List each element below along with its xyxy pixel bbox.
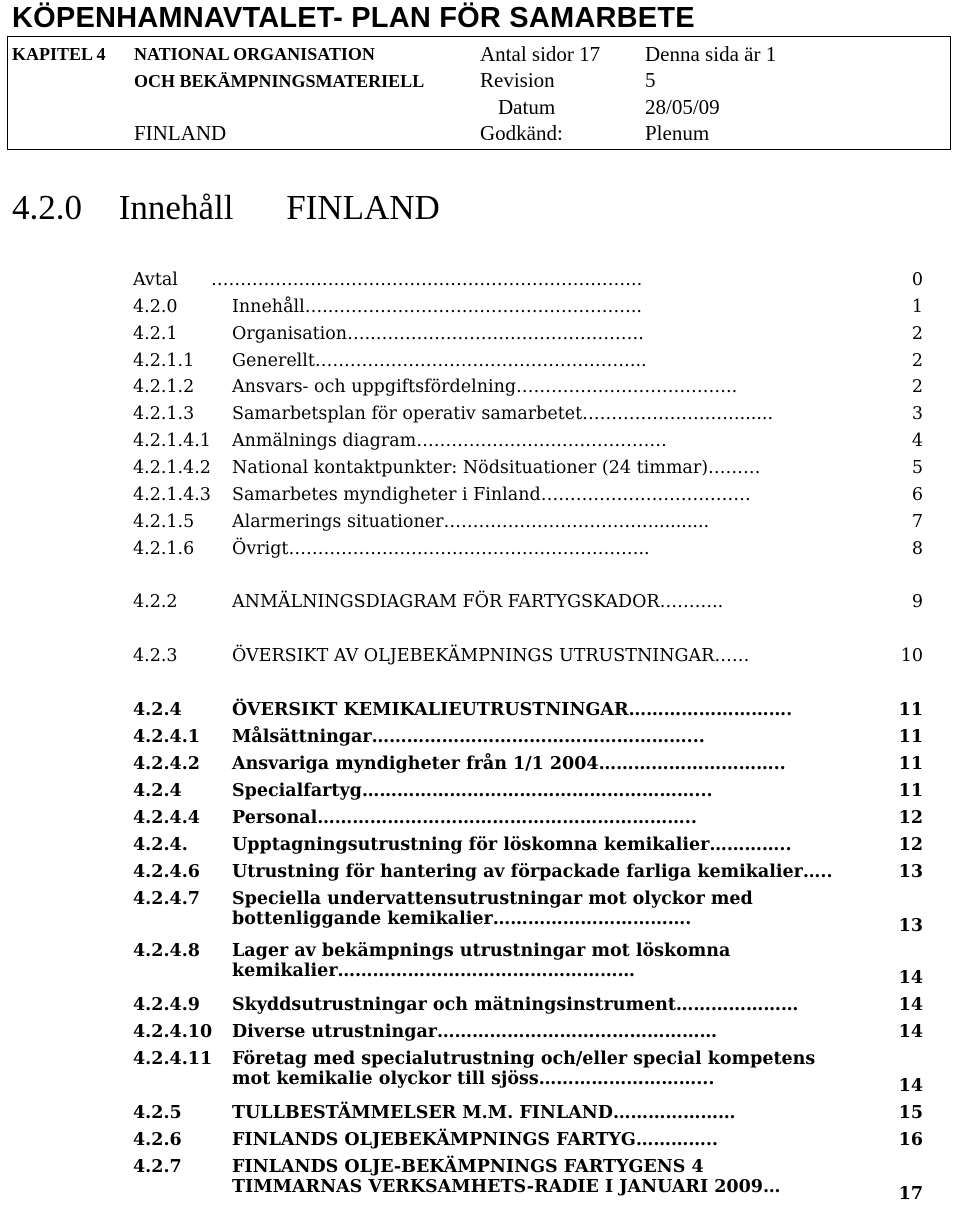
toc-entry-number: 4.2.0 (133, 297, 178, 317)
toc-entry-leader: ………………………………………… (437, 1022, 718, 1042)
toc-entry-number: 4.2.1.6 (133, 539, 195, 559)
toc-entry[interactable] (133, 941, 923, 994)
toc-entry-leader: ……………………………. (492, 909, 692, 929)
toc-entry-title-line: Skyddsutrustningar och mätningsinstrument………………… (232, 995, 799, 1015)
toc-entry-title-line (211, 270, 642, 290)
section-title: Innehåll (118, 188, 234, 227)
toc-entry-leader: …………………………………………………... (361, 781, 713, 801)
toc-entry-title (232, 592, 723, 612)
toc-entry-title (232, 646, 749, 666)
toc-entry-title-line: Utrustning för hantering av förpackade farliga kemikalier….. (232, 862, 833, 882)
toc-entry-page: 11 (898, 727, 923, 747)
toc-entry-leader: …..………………………………………. (347, 324, 644, 344)
organisation-line-1: NATIONAL ORGANISATION (134, 44, 375, 64)
toc-entry-title-line: Lager av bekämpnings utrustningar mot löskomna (232, 941, 731, 961)
toc-entry-page: 7 (911, 512, 923, 532)
toc-entry[interactable] (133, 1049, 923, 1102)
toc-entry-title-line: ÖVERSIKT KEMIKALIEUTRUSTNINGAR………………………. (232, 700, 793, 720)
section-country: FINLAND (286, 188, 440, 227)
toc-entry[interactable] (133, 727, 923, 754)
toc-entry-title-line: Företag med specialutrustning och/eller special kompetens (232, 1049, 816, 1069)
toc-entry[interactable] (133, 835, 923, 862)
toc-entry-leader: ………….. (709, 835, 792, 855)
toc-entry-title (232, 512, 709, 532)
document-title: KÖPENHAMNAVTALET- PLAN FÖR SAMARBETE (12, 2, 695, 34)
toc-entry-page: 14 (898, 967, 923, 988)
toc-entry-title-line: kemikalier…………………………………………… (232, 961, 636, 981)
toc-entry-title-line: Ansvars- och uppgiftsfördelning……………………………….. (232, 377, 738, 397)
toc-entry-number: 4.2.4.10 (133, 1022, 213, 1042)
toc-entry-title-line: TULLBESTÄMMELSER M.M. FINLAND………………… (232, 1103, 736, 1123)
toc-entry-page: 14 (898, 1022, 923, 1042)
toc-entry-title-line: ÖVERSIKT AV OLJEBEKÄMPNINGS UTRUSTNINGAR…… (232, 646, 750, 666)
toc-entry-title (232, 835, 792, 855)
toc-entry[interactable] (133, 1130, 923, 1157)
toc-entry-leader: ……………………………… (540, 485, 751, 505)
country-label: FINLAND (134, 121, 227, 145)
toc-entry-number: 4.2.4.11 (133, 1049, 213, 1069)
toc-entry-title-line: FINLANDS OLJE-BEKÄMPNINGS FARTYGENS 4 (232, 1157, 704, 1177)
toc-entry[interactable] (133, 458, 923, 485)
toc-entry-title (232, 297, 642, 317)
toc-entry-title-line: Ansvariga myndigheter från 1/1 2004………………………….. (232, 754, 786, 774)
date-value: 28/05/09 (645, 95, 720, 119)
toc-entry[interactable] (133, 889, 923, 942)
toc-entry-page: 2 (911, 377, 923, 397)
toc-entry-number: 4.2.1.4.2 (133, 458, 211, 478)
toc-entry[interactable] (133, 539, 923, 566)
toc-entry-page: 4 (911, 431, 923, 451)
toc-entry-title (232, 539, 650, 559)
toc-entry-number: 4.2.4 (133, 781, 182, 801)
toc-entry-page: 11 (898, 700, 923, 720)
toc-entry[interactable] (133, 377, 923, 404)
toc-entry-leader: ………………………...... (582, 404, 774, 424)
toc-entry-number: 4.2.1.2 (133, 377, 195, 397)
toc-entry-leader: ………………………... (538, 1069, 715, 1089)
toc-entry-title (232, 1049, 815, 1089)
toc-entry-title-line: ANMÄLNINGSDIAGRAM FÖR FARTYGSKADOR……….. (232, 592, 724, 612)
organisation-line-2: OCH BEKÄMPNINGSMATERIELL (134, 71, 425, 91)
toc-entry[interactable] (133, 781, 923, 808)
toc-entry-number: 4.2.2 (133, 592, 178, 612)
toc-entry-title-line: Alarmerings situationer……………………………….......... (232, 512, 710, 532)
toc-entry-title (232, 485, 751, 505)
toc-entry[interactable] (133, 431, 923, 458)
toc-entry-title-line: Organisation…..………………………………………. (232, 324, 644, 344)
toc-entry-page: 14 (898, 1075, 923, 1096)
approved-value: Plenum (645, 121, 710, 145)
toc-entry-page: 12 (898, 835, 923, 855)
toc-entry-title (232, 889, 753, 929)
toc-entry[interactable] (133, 512, 923, 539)
toc-entry-leader: …..…………………………………………….. (304, 297, 642, 317)
toc-entry-number: 4.2.4 (133, 700, 182, 720)
toc-entry-title (232, 324, 644, 344)
toc-entry-number: 4.2.1.5 (133, 512, 195, 532)
toc-entry-page: 10 (900, 646, 923, 666)
toc-entry-page: 17 (898, 1183, 923, 1204)
toc-entry-leader: …………………………………………………….. (288, 539, 650, 559)
toc-entry[interactable] (133, 592, 923, 619)
toc-entry-number: 4.2.5 (133, 1103, 182, 1123)
toc-entry-number: 4.2.1.3 (133, 404, 195, 424)
toc-entry-page: 13 (898, 915, 923, 936)
current-page-label: Denna sida är 1 (645, 42, 777, 66)
toc-entry-title-line: Samarbetsplan för operativ samarbetet………………………...... (232, 404, 774, 424)
toc-entry-number: 4.2.4.8 (133, 941, 200, 961)
toc-entry[interactable] (133, 700, 923, 727)
toc-entry-number: 4.2.1.4.3 (133, 485, 211, 505)
toc-entry-title-line: FINLANDS OLJEBEKÄMPNINGS FARTYG………….. (232, 1130, 719, 1150)
toc-entry-title-line: bottenliggande kemikalier……………………………. (232, 909, 692, 929)
toc-entry-title-line: National kontaktpunkter: Nödsituationer (24 timmar)……… (232, 458, 761, 478)
toc-entry-number: 4.2.4.4 (133, 808, 200, 828)
toc-entry-page: 16 (898, 1130, 923, 1150)
toc-entry-leader: ……………………………….......... (443, 512, 710, 532)
toc-entry-title-line: Generellt………………………………………………... (232, 351, 647, 371)
toc-entry-title (232, 1130, 718, 1150)
toc-entry[interactable] (133, 646, 923, 673)
toc-entry-leader: … (762, 1177, 781, 1197)
revision-value: 5 (645, 68, 656, 92)
toc-entry-page: 12 (898, 808, 923, 828)
toc-entry-title (232, 862, 833, 882)
toc-entry[interactable] (133, 270, 923, 297)
toc-entry[interactable] (133, 808, 923, 835)
toc-entry-page: 14 (898, 995, 923, 1015)
toc-entry-number: 4.2.4.7 (133, 889, 200, 909)
toc-entry-leader: ………………………….. (598, 754, 786, 774)
toc-entry-leader: …………………………………………… (337, 961, 636, 981)
toc-entry-leader: ……………………………………………………………….. (211, 270, 643, 290)
toc-entry[interactable] (133, 1022, 923, 1049)
toc-entry-number: 4.2.4.1 (133, 727, 200, 747)
toc-entry[interactable] (133, 1103, 923, 1130)
toc-entry-number: 4.2.1 (133, 324, 178, 344)
toc-entry-page: 11 (898, 754, 923, 774)
toc-entry-number: 4.2.4.6 (133, 862, 200, 882)
toc-entry-title (232, 700, 792, 720)
toc-entry[interactable] (133, 351, 923, 378)
toc-entry[interactable] (133, 324, 923, 351)
toc-entry-number: 4.2.1.4.1 (133, 431, 211, 451)
toc-entry-title (232, 458, 761, 478)
toc-entry-title (232, 377, 737, 397)
toc-entry-leader: ……………………………….. (516, 377, 738, 397)
toc-entry-leader: ………………………………………………... (371, 727, 705, 747)
toc-entry-title-line: Personal……………………………………………………….. (232, 808, 697, 828)
revision-label: Revision (480, 68, 555, 92)
toc-entry[interactable] (133, 1157, 923, 1210)
toc-entry-number: Avtal (133, 270, 178, 290)
toc-entry-title (232, 1103, 735, 1123)
chapter-label: KAPITEL 4 (12, 44, 106, 64)
toc-entry[interactable] (133, 404, 923, 431)
total-pages-label: Antal sidor 17 (480, 42, 601, 66)
toc-entry-number: 4.2.4. (133, 835, 188, 855)
toc-entry-page: 2 (911, 324, 923, 344)
toc-entry-title (232, 1022, 717, 1042)
toc-entry-page: 5 (911, 458, 923, 478)
toc-entry-page: 9 (911, 592, 923, 612)
toc-entry-page: 15 (898, 1103, 923, 1123)
toc-entry-title (232, 1157, 780, 1197)
toc-entry-leader: ………………………………………………... (314, 351, 647, 371)
toc-entry-number: 4.2.3 (133, 646, 178, 666)
toc-entry[interactable] (133, 995, 923, 1022)
toc-entry-leader: ………………… (675, 995, 799, 1015)
toc-entry-title (232, 995, 798, 1015)
toc-entry-title-line: Upptagningsutrustning för löskomna kemikalier………….. (232, 835, 792, 855)
toc-entry-title-line: Diverse utrustningar………………………………………… (232, 1022, 718, 1042)
toc-entry-page: 0 (911, 270, 923, 290)
toc-entry-title (232, 727, 705, 747)
toc-entry-title-line: TIMMARNAS VERKSAMHETS-RADIE I JANUARI 2009… (232, 1177, 781, 1197)
toc-entry[interactable] (133, 862, 923, 889)
toc-entry-number: 4.2.7 (133, 1157, 182, 1177)
toc-entry-page: 11 (898, 781, 923, 801)
toc-entry[interactable] (133, 485, 923, 512)
toc-entry-leader: ………………… (612, 1103, 736, 1123)
toc-entry-title (232, 754, 786, 774)
toc-entry-page: 8 (911, 539, 923, 559)
toc-entry-title-line: Innehåll…..…………………………………………….. (232, 297, 642, 317)
toc-entry-number: 4.2.1.1 (133, 351, 195, 371)
toc-entry-page: 13 (898, 862, 923, 882)
toc-entry-title (232, 404, 773, 424)
toc-entry-leader: ……… (708, 458, 761, 478)
toc-entry[interactable] (133, 297, 923, 324)
toc-entry-leader: ….. (802, 862, 833, 882)
toc-entry-title-line: Anmälnings diagram…………………….……………… (232, 431, 667, 451)
toc-entry-leader: ……………………………………………………….. (317, 808, 697, 828)
toc-entry-title-line: Målsättningar………………………………………………... (232, 727, 705, 747)
section-number: 4.2.0 (12, 188, 82, 227)
toc-entry-title (232, 808, 697, 828)
approved-label: Godkänd: (480, 121, 563, 145)
toc-entry-title-line: Specialfartyg…………………………………………………... (232, 781, 713, 801)
toc-entry-title-line: Övrigt…………………………………………………….. (232, 539, 650, 559)
toc-entry[interactable] (133, 754, 923, 781)
toc-entry-leader: ………………………. (628, 700, 793, 720)
toc-entry-title-line: mot kemikalie olyckor till sjöss………………………... (232, 1069, 715, 1089)
toc-entry-title-line: Samarbetes myndigheter i Finland……………………………… (232, 485, 751, 505)
toc-entry-number: 4.2.4.2 (133, 754, 200, 774)
toc-entry-title (232, 351, 647, 371)
toc-entry-leader: …………………….……………… (416, 431, 667, 451)
toc-entry-page: 2 (911, 351, 923, 371)
toc-entry-leader: ……….. (659, 592, 724, 612)
toc-entry-leader: ………….. (635, 1130, 719, 1150)
toc-entry-page: 1 (911, 297, 923, 317)
toc-entry-title (232, 941, 730, 981)
toc-entry-page: 6 (911, 485, 923, 505)
toc-entry-title (232, 431, 667, 451)
toc-entry-title-line: Speciella undervattensutrustningar mot olyckor med (232, 889, 753, 909)
toc-entry-title (211, 270, 642, 290)
toc-entry-leader: …… (714, 646, 750, 666)
toc-entry-page: 3 (911, 404, 923, 424)
toc-entry-number: 4.2.6 (133, 1130, 182, 1150)
toc-entry-number: 4.2.4.9 (133, 995, 200, 1015)
date-label: Datum (498, 95, 556, 119)
toc-entry-title (232, 781, 713, 801)
